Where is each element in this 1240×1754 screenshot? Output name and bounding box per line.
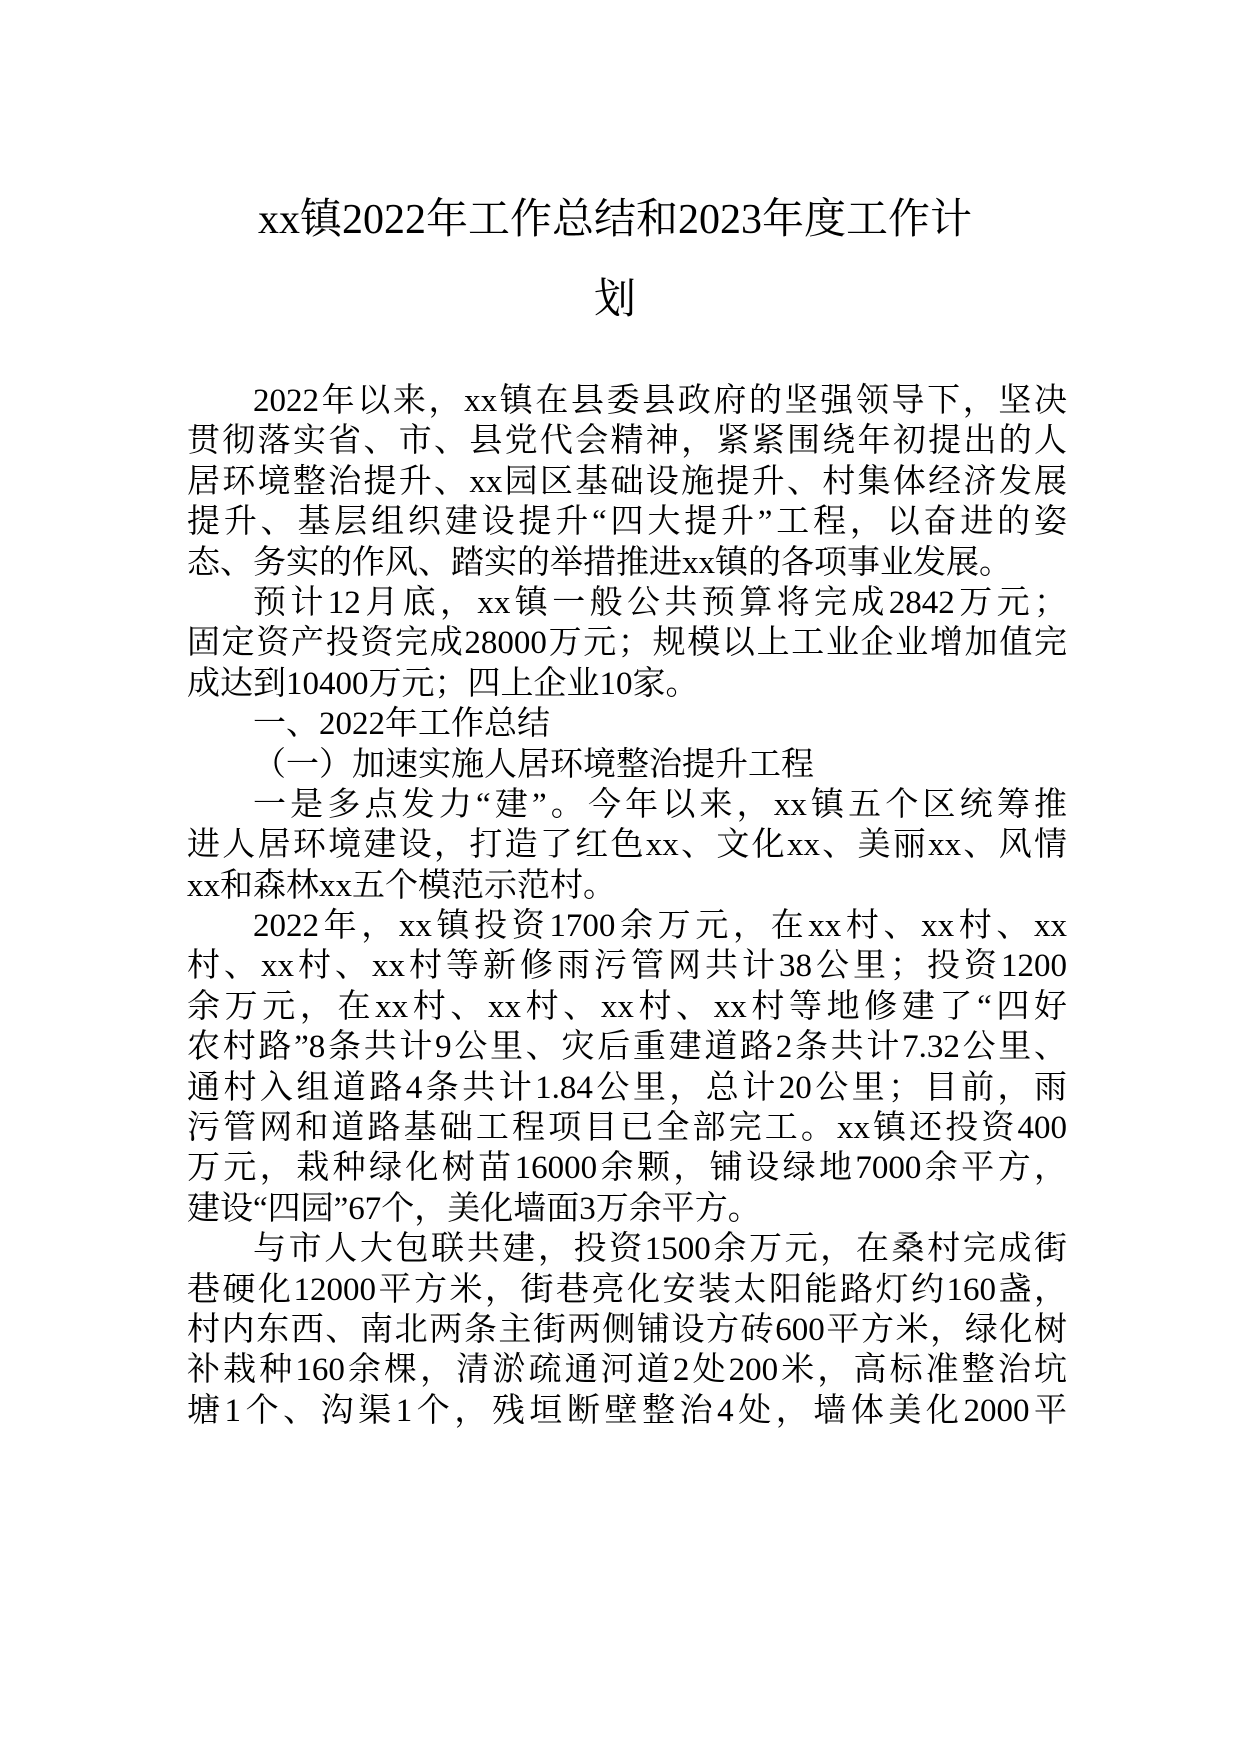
text-line: 进人居环境建设，打造了红色xx、文化xx、美丽xx、风情 bbox=[187, 827, 1067, 864]
text-line: 万元，栽种绿化树苗16000余颗，铺设绿地7000余平方， bbox=[187, 1150, 1067, 1187]
paragraph bbox=[187, 704, 1067, 744]
text-line: 成达到10400万元；四上企业10家。 bbox=[187, 665, 699, 702]
text-line: 村、xx村、xx村等新修雨污管网共计38公里；投资1200 bbox=[187, 948, 1067, 985]
text-line: xx和森林xx五个模范示范村。 bbox=[187, 867, 616, 904]
text-line: 态、务实的作风、踏实的举措推进xx镇的各项事业发展。 bbox=[187, 544, 1012, 581]
text-line: 余万元，在xx村、xx村、xx村、xx村等地修建了“四好 bbox=[187, 988, 1067, 1025]
document-title-line-1: xx镇2022年工作总结和2023年度工作计 bbox=[257, 197, 972, 243]
text-line: 巷硬化12000平方米，街巷亮化安装太阳能路灯约160盏， bbox=[187, 1271, 1067, 1308]
paragraph bbox=[187, 785, 1067, 906]
text-line: 污管网和道路基础工程项目已全部完工。xx镇还投资400 bbox=[187, 1110, 1067, 1147]
text-line: 塘1个、沟渠1个，残垣断壁整治4处，墙体美化2000平 bbox=[187, 1392, 1067, 1429]
text-line: 一、2022年工作总结 bbox=[253, 706, 550, 743]
paragraph bbox=[187, 906, 1067, 1229]
text-line: 一是多点发力“建”。今年以来，xx镇五个区统筹推 bbox=[253, 786, 1067, 823]
text-line: 农村路”8条共计9公里、灾后重建道路2条共计7.32公里、 bbox=[187, 1029, 1067, 1066]
text-line: 通村入组道路4条共计1.84公里，总计20公里；目前，雨 bbox=[187, 1069, 1067, 1106]
paragraph bbox=[187, 583, 1067, 704]
text-line: 补栽种160余棵，清淤疏通河道2处200米，高标准整治坑 bbox=[187, 1352, 1068, 1389]
text-line: 预计12月底，xx镇一般公共预算将完成2842万元； bbox=[253, 584, 1067, 621]
document-title-line-2: 划 bbox=[593, 277, 636, 323]
text-line: 2022年以来，xx镇在县委县政府的坚强领导下，坚决 bbox=[253, 383, 1067, 419]
text-line: （一）加速实施人居环境整治提升工程 bbox=[253, 746, 814, 783]
text-line: 居环境整治提升、xx园区基础设施提升、村集体经济发展 bbox=[187, 463, 1067, 500]
text-line: 固定资产投资完成28000万元；规模以上工业企业增加值完 bbox=[187, 625, 1067, 662]
document-body bbox=[187, 381, 1067, 1431]
text-line: 与市人大包联共建，投资1500余万元，在桑村完成街 bbox=[253, 1231, 1067, 1268]
text-line: 村内东西、南北两条主街两侧铺设方砖600平方米，绿化树 bbox=[187, 1311, 1067, 1348]
paragraph bbox=[187, 745, 1067, 785]
paragraph bbox=[187, 1229, 1067, 1431]
text-line: 贯彻落实省、市、县党代会精神，紧紧围绕年初提出的人 bbox=[187, 423, 1067, 460]
paragraph bbox=[187, 381, 1067, 583]
text-line: 建设“四园”67个，美化墙面3万余平方。 bbox=[187, 1190, 761, 1227]
text-line: 2022年，xx镇投资1700余万元，在xx村、xx村、xx bbox=[253, 908, 1067, 945]
text-line: 提升、基层组织建设提升“四大提升”工程，以奋进的姿 bbox=[187, 504, 1067, 541]
